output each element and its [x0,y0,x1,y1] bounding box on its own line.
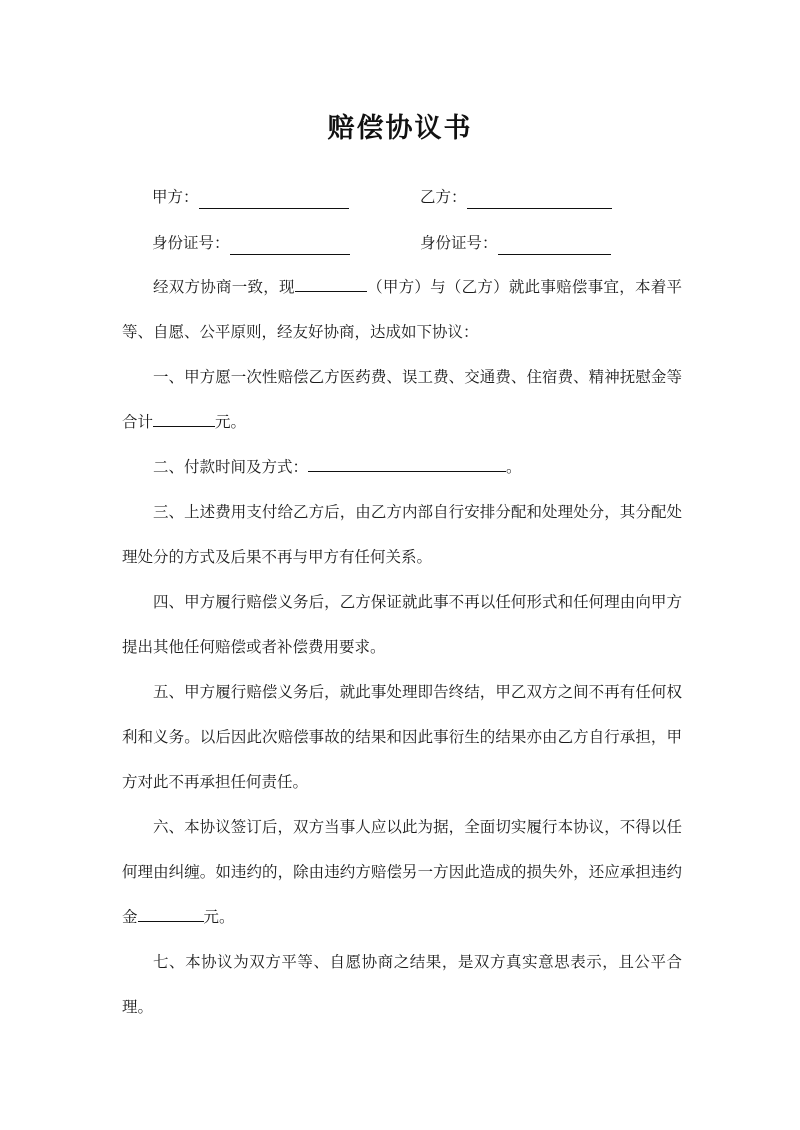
id-a-blank [230,236,350,255]
clause-2-blank [308,454,506,472]
id-a-label: 身份证号： [152,234,230,252]
intro-paragraph [122,265,682,355]
clause-6 [122,805,682,940]
id-b-blank [498,236,611,255]
party-b-blank [467,190,612,209]
intro-text-1: 经双方协商一致，现 [153,278,295,296]
clause-2-end: 。 [506,458,522,476]
document-title: 赔偿协议书 [327,113,473,144]
clause-1-amount-blank [153,409,215,427]
party-b-label: 乙方： [420,188,467,206]
clause-1-text: 一、甲方愿一次性赔偿乙方医药费、误工费、交通费、住宿费、精神抚慰金等合计 [122,368,682,431]
clause-5: 五、甲方履行赔偿义务后，就此事处理即告终结，甲乙双方之间不再有任何权利和义务。以后因此次赔偿事故的结果和因此事衍生的结果亦由乙方自行承担，甲方对此不再承担任何责任。 [122,683,682,791]
id-a-field [152,231,350,255]
clause-1-unit: 元。 [215,413,247,431]
id-b-label: 身份证号： [420,234,498,252]
intro-blank [295,274,367,292]
clause-6-penalty-blank [138,904,204,922]
clause-4: 四、甲方履行赔偿义务后，乙方保证就此事不再以任何形式和任何理由向甲方提出其他任何赔偿或者补偿费用要求。 [122,593,682,656]
party-a-blank [199,190,349,209]
clause-7: 七、本协议为双方平等、自愿协商之结果，是双方真实意思表示，且公平合理。 [122,953,682,1016]
clause-6-unit: 元。 [203,908,235,926]
party-b-field [420,185,612,209]
clause-6-text: 六、本协议签订后，双方当事人应以此为据，全面切实履行本协议，不得以任何理由纠缠。如违约的，除由违约方赔偿另一方因此造成的损失外，还应承担违约金 [122,818,682,926]
intro-text-2: （甲方）与（乙方）就此事赔偿事宜，本着平等、自愿、公平原则，经友好协商，达成如下协议： [122,278,682,341]
clause-2-text: 二、付款时间及方式： [153,458,309,476]
party-a-label: 甲方： [152,188,199,206]
clause-3: 三、上述费用支付给乙方后，由乙方内部自行安排分配和处理处分，其分配处理处分的方式及后果不再与甲方有任何关系。 [122,503,682,566]
clause-1 [122,355,682,445]
id-b-field [420,231,611,255]
party-a-field [152,185,349,209]
clause-2 [122,445,682,490]
